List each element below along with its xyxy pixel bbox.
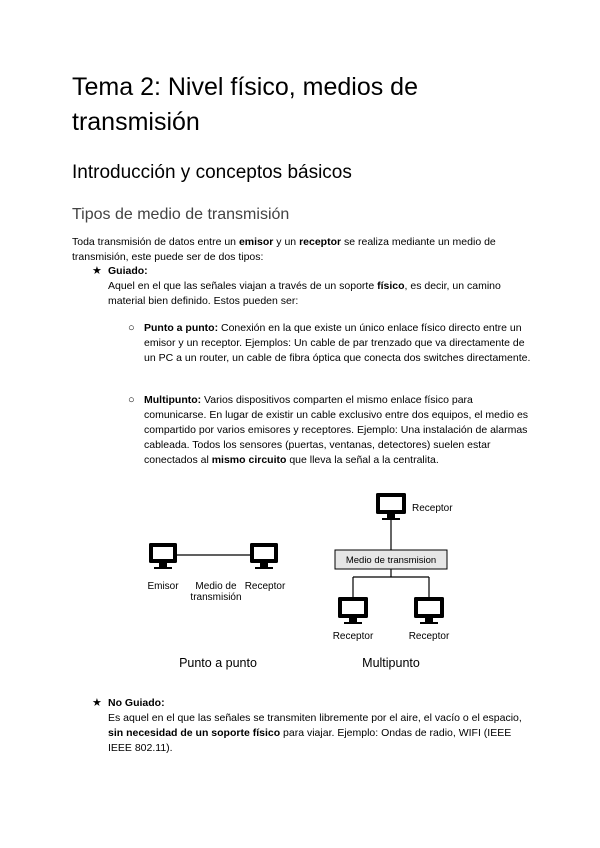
section-heading: Introducción y conceptos básicos bbox=[72, 162, 352, 183]
intro-paragraph: Toda transmisión de datos entre un emisor y un receptor se realiza mediante un medio de transmisión, este puede ser de dos tipos: bbox=[72, 236, 496, 263]
bottom-right-receptor-label: Receptor bbox=[408, 631, 450, 642]
punto-a-punto-item: Punto a punto: Conexión en la que existe un único enlace físico directo entre un emisor y un receptor. Ejemplos: Un cable de par trenzado que va directamente de un PC a un router, un cable de fibra óptica que conecta dos switches directamente. bbox=[144, 322, 531, 364]
shared-medium-label: Medio de transmision bbox=[345, 555, 437, 566]
star-bullet-icon: ★ bbox=[92, 265, 102, 277]
circle-bullet-icon: ○ bbox=[128, 394, 135, 406]
medio-label-line2: transmisión bbox=[190, 592, 242, 603]
no-guiado-heading: No Guiado: bbox=[108, 697, 165, 709]
page-title: Tema 2: Nivel físico, medios de transmisión bbox=[72, 73, 418, 136]
multipunto-heading: Multipunto: bbox=[144, 394, 202, 406]
emisor-term: emisor bbox=[238, 236, 274, 248]
receptor-label: Receptor bbox=[244, 581, 286, 592]
medio-label-line1: Medio de bbox=[195, 581, 237, 592]
receptor-term: receptor bbox=[299, 236, 342, 248]
emisor-label: Emisor bbox=[147, 581, 179, 592]
guiado-item: Guiado: Aquel en el que las señales viajan a través de un soporte físico, es decir, un camino material bien definido. Estos pueden ser: bbox=[108, 265, 501, 307]
multipunto-caption: Multipunto bbox=[362, 656, 420, 670]
star-bullet-icon: ★ bbox=[92, 697, 102, 709]
top-receptor-label: Receptor bbox=[412, 503, 453, 514]
punto-a-punto-heading: Punto a punto: bbox=[144, 322, 219, 334]
network-diagram bbox=[144, 484, 534, 680]
punto-a-punto-caption: Punto a punto bbox=[179, 656, 257, 670]
guiado-heading: Guiado: bbox=[108, 265, 148, 277]
multipunto-item: Multipunto: Varios dispositivos comparten el mismo enlace físico para comunicarse. En lugar de existir un cable exclusivo entre dos equipos, el medio es compartido por varios emisores y receptores. Ejemplo: Una instalación de alarmas cableada. Todos los sensores (puertas, ventanas, detectores) suelen estar conectados al mismo circuito que lleva la señal a la centralita. bbox=[144, 394, 529, 466]
no-guiado-item: No Guiado: Es aquel en el que las señales se transmiten libremente por el aire, el vacío o el espacio, sin necesidad de un soporte físico para viajar. Ejemplo: Ondas de radio, WIFI (IEEE IEEE 802.11). bbox=[108, 697, 522, 754]
subsection-heading: Tipos de medio de transmisión bbox=[72, 206, 290, 223]
bottom-left-receptor-label: Receptor bbox=[332, 631, 374, 642]
circle-bullet-icon: ○ bbox=[128, 322, 135, 334]
